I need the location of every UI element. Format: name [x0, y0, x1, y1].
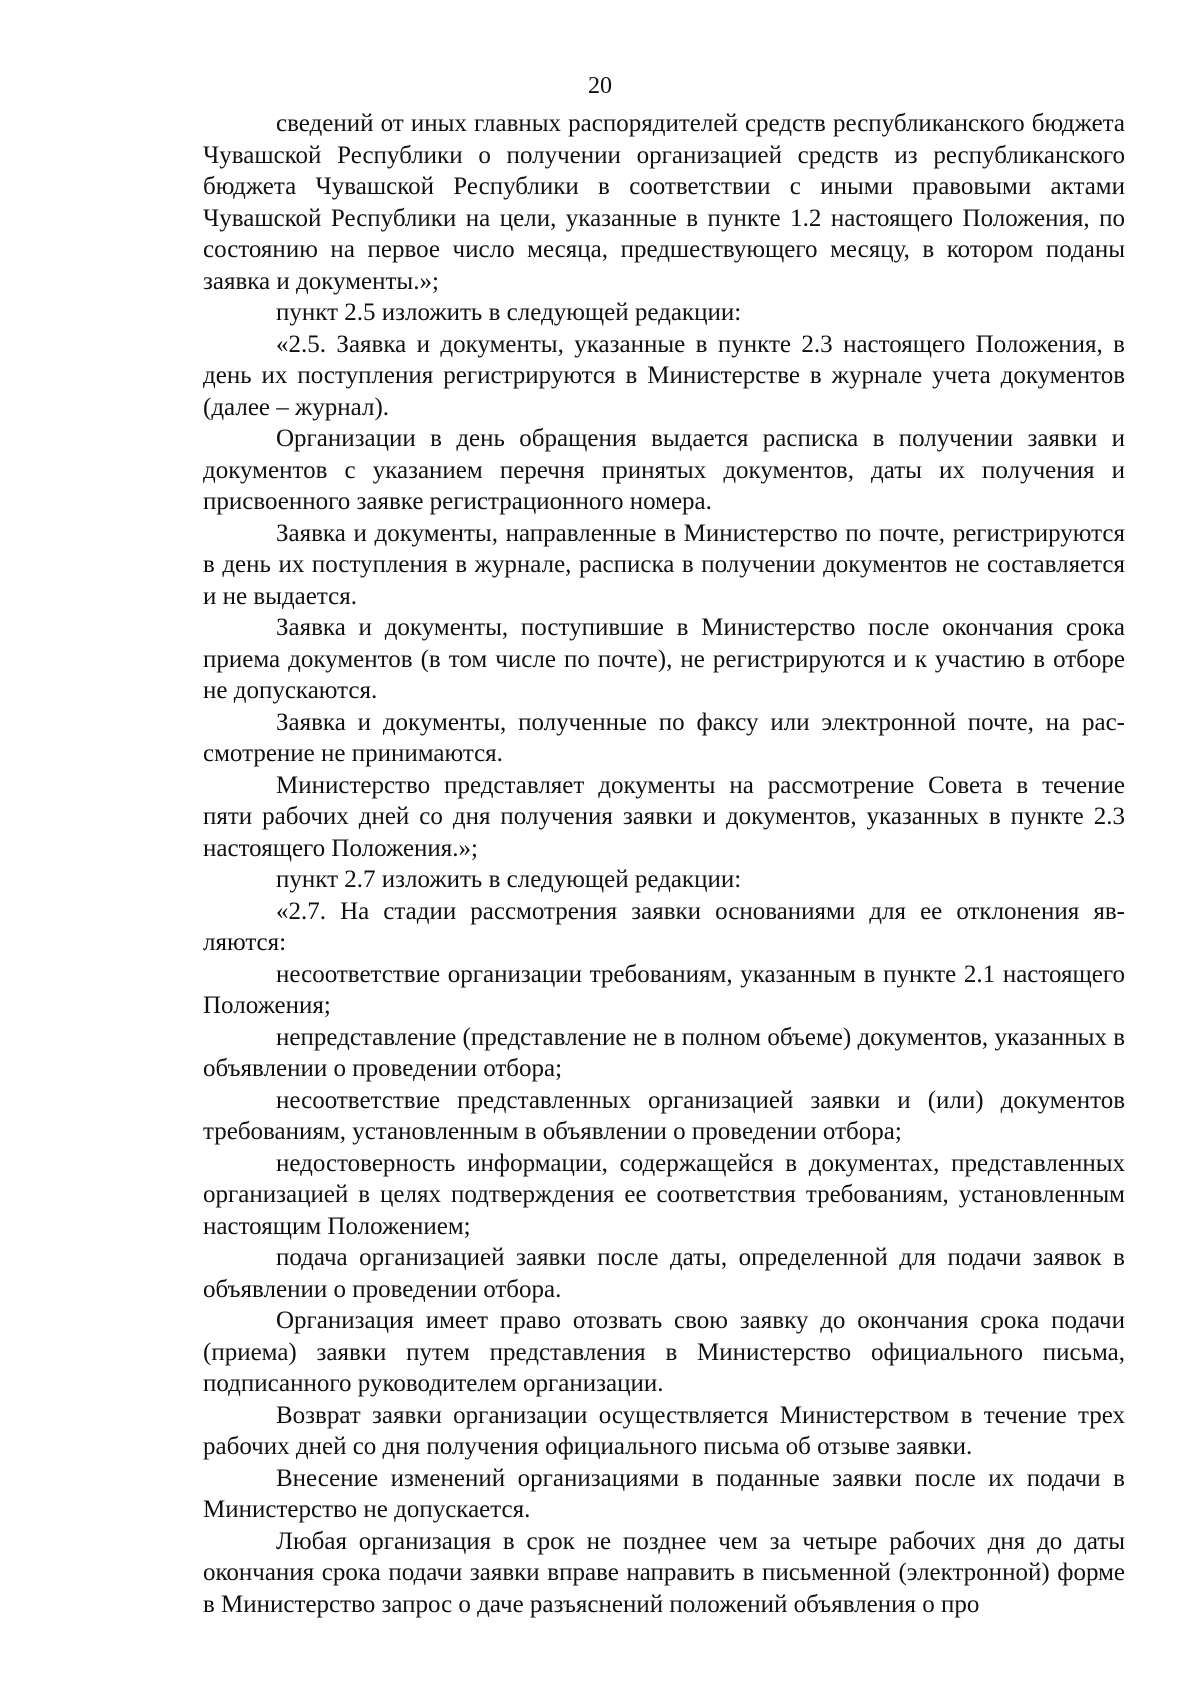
list-item-noncompliance: несоответствие организации требованиям, указанным в пункте 2.1 настоящего Положения;	[203, 960, 1125, 1019]
paragraph-amendment-2-5: пункт 2.5 изложить в следующей редакции:	[276, 299, 742, 326]
paragraph-no-changes: Внесение изменений организациями в поданные заявки после их подачи в Министерство не допускается.	[203, 1464, 1125, 1523]
list-item-late-filing: подача организацией заявки после даты, определенной для подачи заявок в объявлении о проведении отбора.	[203, 1244, 1125, 1303]
paragraph-2-5-registration: «2.5. Заявка и документы, указанные в пункте 2.3 настоящего Положения, в день их поступления регистрируются в Министерстве в журнале учета документов (далее – журнал).	[203, 330, 1125, 421]
list-item-requirements-mismatch: несоответствие представленных организацией заявки и (или) документов требованиям, установленным в объявлении о проведении отбора;	[203, 1086, 1125, 1145]
list-item-nonsubmission: непредставление (представление не в полном объеме) документов, указанных в объявлении о проведении отбора;	[203, 1023, 1125, 1082]
paragraph-mail-submission: Заявка и документы, направленные в Министерство по почте, регистрируются в день их поступления в журнале, расписка в получении документов не составляется и не выдается.	[203, 519, 1125, 610]
paragraph-clarification-request: Любая организация в срок не позднее чем за четыре рабочих дня до даты окончания срока подачи заявки вправе направить в письменной (электронной) форме в Министерство запрос о даче разъяснений положений объявления о про	[203, 1527, 1125, 1618]
paragraph-receipt: Организации в день обращения выдается расписка в получении заявки и документов с указанием перечня принятых документов, даты их получения и присвоенного заявке регистрационного номера.	[203, 425, 1125, 515]
paragraph-amendment-2-7: пункт 2.7 изложить в следующей редакции:	[276, 866, 742, 893]
paragraph-council-review: Министерство представляет документы на рассмотрение Совета в течение пяти рабочих дней со дня получения заявки и документов, указанных в пункте 2.3 настоящего Положения.»;	[203, 771, 1125, 862]
paragraph-return: Возврат заявки организации осуществляется Министерством в течение трех рабочих дней со дня получения официального письма об отзыве заявки.	[203, 1401, 1125, 1460]
document-body	[203, 108, 1125, 1620]
paragraph-2-7-grounds: «2.7. На стадии рассмотрения заявки основаниями для ее отклонения являются:	[203, 897, 1125, 956]
paragraph-continuation: сведений от иных главных распорядителей средств республиканского бюджета Чувашской Республики о получении организацией средств из республиканского бюджета Чувашской Республики в соответствии с иными правовыми актами Чувашской Республики на цели, указанные в пункте 1.2 настоящего Положения, по состоянию на первое число месяца, предшествующего месяцу, в котором поданы заявка и документы.»;	[203, 110, 1125, 295]
list-item-inaccuracy: недостоверность информации, содержащейся в документах, представленных организацией в целях подтверждения ее соответствия требованиям, установленным настоящим Положением;	[203, 1149, 1125, 1240]
paragraph-fax-email: Заявка и документы, полученные по факсу или электронной почте, на рассмотрение не принимаются.	[203, 708, 1125, 767]
paragraph-withdrawal: Организация имеет право отозвать свою заявку до окончания срока подачи (приема) заявки путем представления в Министерство официального письма, подписанного руководителем организации.	[203, 1307, 1125, 1397]
paragraph-late-submission: Заявка и документы, поступившие в Министерство после окончания срока приема документов (в том числе по почте), не регистрируются и к участию в отборе не допускаются.	[203, 614, 1125, 704]
page-number: 20	[588, 73, 612, 99]
